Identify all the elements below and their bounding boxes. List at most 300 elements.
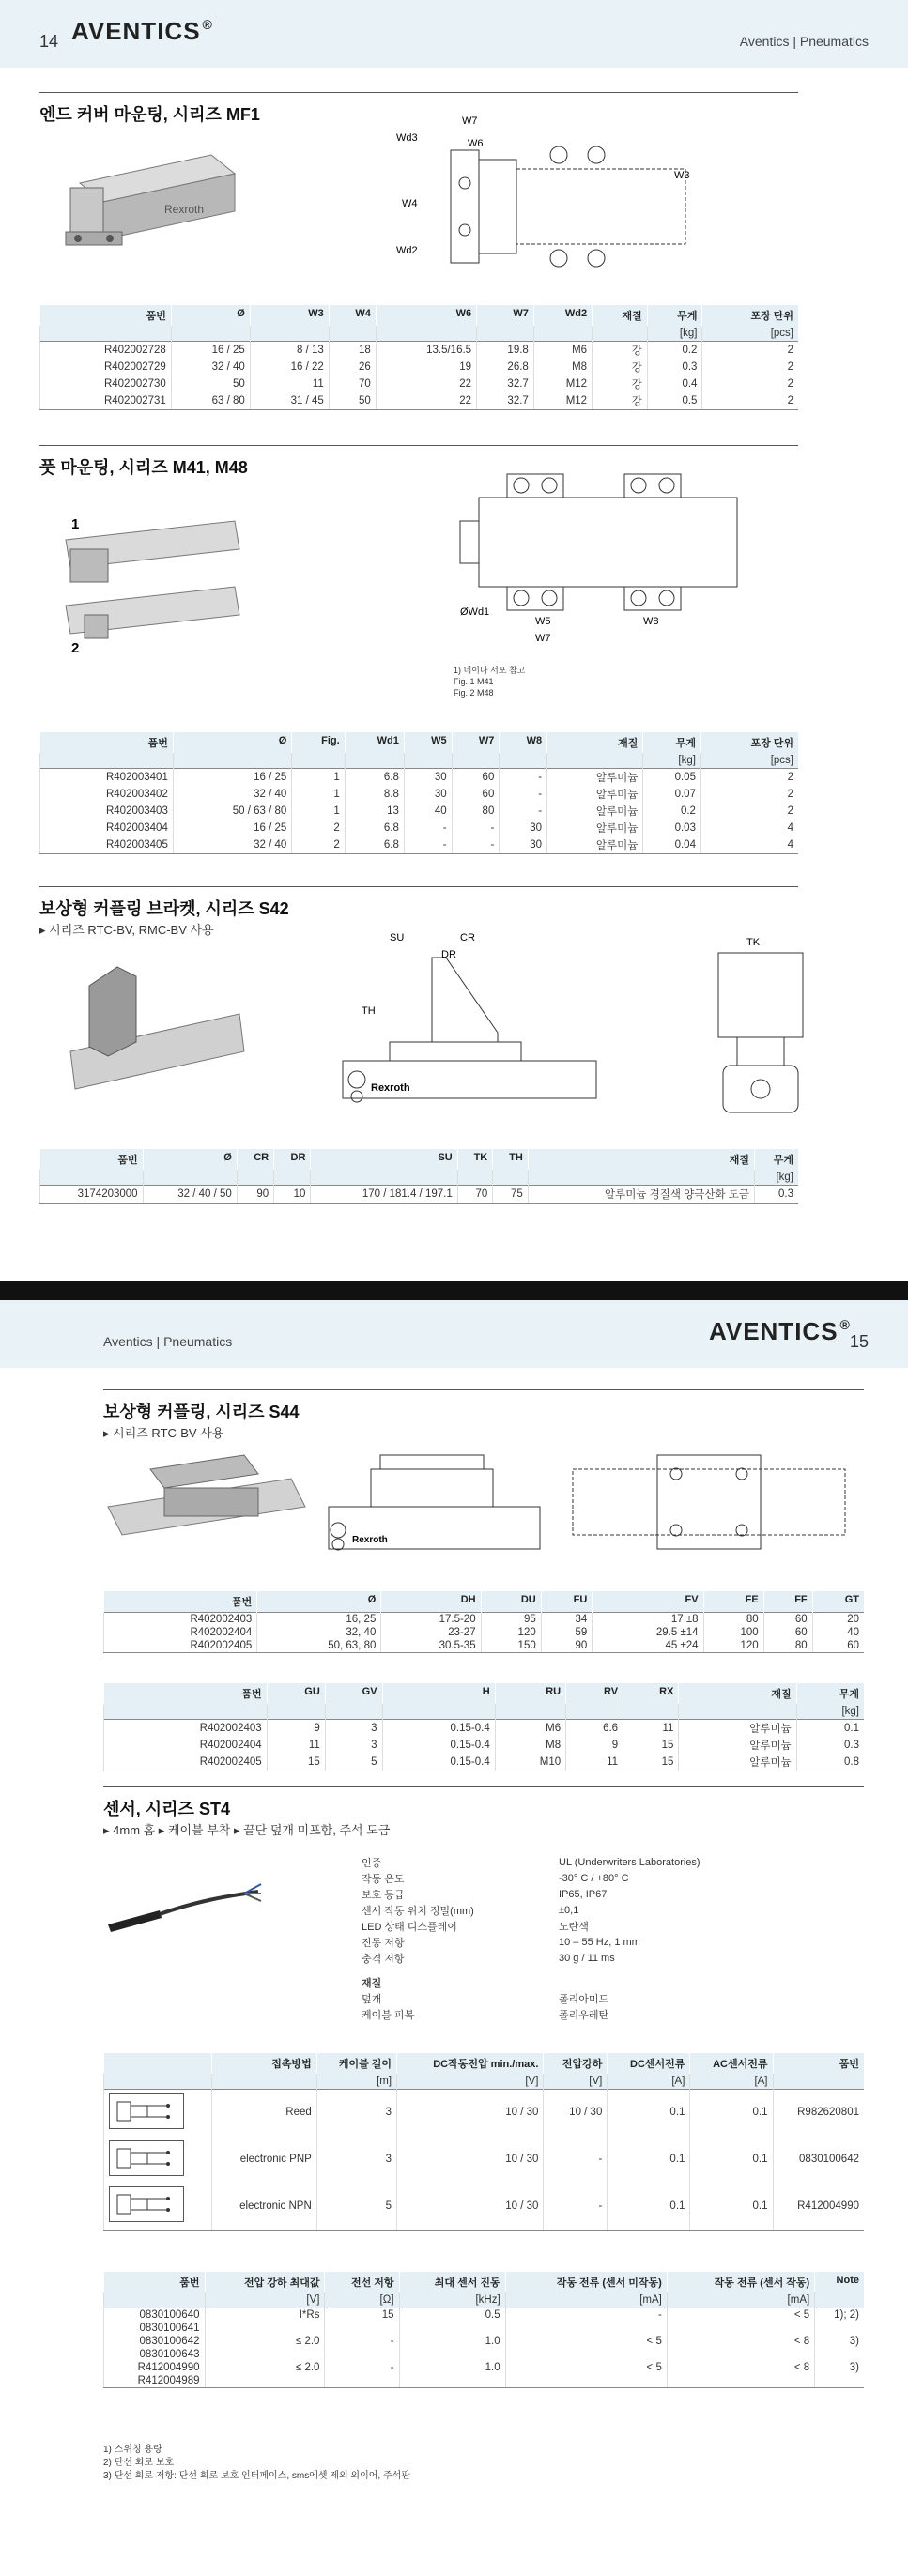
table-cell: 32, 40 xyxy=(257,1626,381,1639)
table-cell: - xyxy=(544,2183,608,2230)
table-cell xyxy=(399,2322,505,2335)
table-cell: 알루미늄 xyxy=(679,1737,796,1754)
table-cell: 0.05 xyxy=(643,768,701,786)
table-cell xyxy=(104,2089,212,2136)
table-cell: 10 / 30 xyxy=(397,2136,544,2183)
table-cell: 170 / 181.4 / 197.1 xyxy=(311,1185,457,1203)
table-cell: R402002730 xyxy=(40,376,172,392)
column-header: 품번 xyxy=(104,2272,206,2292)
column-header: 포장 단위 xyxy=(700,732,798,753)
column-header: 무게 xyxy=(647,305,702,326)
table-cell: 29.5 ±14 xyxy=(593,1626,703,1639)
column-header: TK xyxy=(457,1149,493,1170)
table-cell: 0.5 xyxy=(399,2308,505,2322)
table-cell: 10 / 30 xyxy=(397,2089,544,2136)
unit-cell: [kg] xyxy=(796,1704,864,1719)
table-cell: 3 xyxy=(316,2136,396,2183)
table-cell: 0.1 xyxy=(690,2089,773,2136)
s42-side-drawing xyxy=(709,934,812,1122)
table-cell xyxy=(399,2374,505,2388)
table-cell: 75 xyxy=(493,1185,529,1203)
column-header: FE xyxy=(703,1591,763,1613)
unit-cell xyxy=(566,1704,623,1719)
table-cell: 4 xyxy=(700,836,798,854)
column-header: AC센서전류 xyxy=(690,2053,773,2074)
table-cell: 알루미늄 xyxy=(547,820,643,836)
table-cell xyxy=(205,2322,325,2335)
column-header: 품번 xyxy=(773,2053,864,2074)
table-cell: - xyxy=(404,836,452,854)
table-cell: 60 xyxy=(452,768,500,786)
section-title-s42: 보상형 커플링 브라켓, 시리즈 S42 xyxy=(39,899,289,918)
table-cell: 22 xyxy=(376,392,476,410)
table-row xyxy=(40,392,799,410)
table-cell: 강 xyxy=(593,359,648,376)
unit-cell: [V] xyxy=(544,2074,608,2089)
table-cell: R402003402 xyxy=(40,786,174,803)
table-cell: 6.6 xyxy=(566,1719,623,1737)
table-cell: 알루미늄 xyxy=(547,836,643,854)
unit-cell: [mA] xyxy=(505,2292,667,2308)
table-cell: 17 ±8 xyxy=(593,1613,703,1627)
column-header: DC센서전류 xyxy=(608,2053,690,2074)
table-cell: 80 xyxy=(452,803,500,820)
table-cell: 16 / 25 xyxy=(173,820,291,836)
unit-cell xyxy=(528,1170,754,1185)
table-cell: 30 xyxy=(500,836,547,854)
column-header: TH xyxy=(493,1149,529,1170)
column-header: 무게 xyxy=(796,1683,864,1704)
mf1-dimension-drawing xyxy=(394,113,695,277)
table-cell: 0.1 xyxy=(608,2136,690,2183)
page-number: 14 xyxy=(39,32,59,51)
table-cell: 90 xyxy=(541,1639,593,1653)
table-cell: R402002731 xyxy=(40,392,172,410)
table-cell: 2 xyxy=(702,376,798,392)
table-cell: 1 xyxy=(292,786,345,803)
table-row xyxy=(104,2348,865,2361)
column-header: W7 xyxy=(477,305,534,326)
table-cell: 알루미늄 xyxy=(547,768,643,786)
column-header: 품번 xyxy=(40,305,172,326)
unit-cell xyxy=(40,1170,144,1185)
table-cell: 18 xyxy=(329,341,376,359)
dim-wd3: Wd3 xyxy=(396,132,418,144)
unit-cell: [A] xyxy=(690,2074,773,2089)
page-15 xyxy=(0,1300,908,2576)
m41-table xyxy=(39,732,798,854)
column-header: 전압 강하 최대값 xyxy=(205,2272,325,2292)
table-cell: 17.5-20 xyxy=(381,1613,481,1627)
table-cell: 0830100643 xyxy=(104,2348,206,2361)
s42-table xyxy=(39,1149,798,1204)
table-cell: - xyxy=(500,803,547,820)
table-cell: < 8 xyxy=(667,2361,814,2374)
table-cell xyxy=(325,2348,399,2361)
unit-cell xyxy=(171,326,250,341)
table-header-row xyxy=(40,305,799,326)
table-cell: 0.15-0.4 xyxy=(382,1719,495,1737)
table-cell: 20 xyxy=(812,1613,864,1627)
table-cell: 1 xyxy=(292,803,345,820)
unit-cell xyxy=(679,1704,796,1719)
table-cell: 3 xyxy=(316,2089,396,2136)
unit-cell xyxy=(382,1704,495,1719)
table-cell: R402002404 xyxy=(104,1737,268,1754)
unit-cell xyxy=(376,326,476,341)
table-cell: 2 xyxy=(702,392,798,410)
table-cell: 강 xyxy=(593,341,648,359)
dim-wd1: ØWd1 xyxy=(460,606,490,618)
table-cell: 8 / 13 xyxy=(250,341,329,359)
spec-row: 작동 온도 -30° C / +80° C xyxy=(362,1872,629,1885)
unit-cell xyxy=(104,2074,212,2089)
unit-cell xyxy=(40,326,172,341)
unit-cell xyxy=(104,2292,206,2308)
table-cell: 50 / 63 / 80 xyxy=(173,803,291,820)
table-cell: 5 xyxy=(325,1754,382,1771)
table-cell: 60 xyxy=(812,1639,864,1653)
table-cell: 120 xyxy=(703,1639,763,1653)
table-cell: < 5 xyxy=(505,2335,667,2348)
column-header: 재질 xyxy=(547,732,643,753)
table-cell: 0.8 xyxy=(796,1754,864,1771)
table-cell: 13.5/16.5 xyxy=(376,341,476,359)
dim-dr: DR xyxy=(441,949,456,960)
spec-row: 인증 UL (Underwriters Laboratories) xyxy=(362,1856,700,1869)
unit-cell xyxy=(547,753,643,768)
table-cell: 95 xyxy=(481,1613,541,1627)
dim-w3: W3 xyxy=(674,170,690,181)
table-cell: R402002403 xyxy=(104,1613,257,1627)
unit-cell xyxy=(143,1170,237,1185)
table-cell: 11 xyxy=(267,1737,325,1754)
dim-w8: W8 xyxy=(643,616,659,627)
rexroth-mark: Rexroth xyxy=(352,1535,388,1545)
unit-cell xyxy=(623,1704,679,1719)
table-cell: R402002403 xyxy=(104,1719,268,1737)
table-cell: 2 xyxy=(700,786,798,803)
table-cell xyxy=(104,2136,212,2183)
column-header: DU xyxy=(481,1591,541,1613)
table-cell: 3) xyxy=(815,2361,864,2374)
column-header xyxy=(104,2053,212,2074)
table-cell: 60 xyxy=(763,1626,812,1639)
column-header: FF xyxy=(763,1591,812,1613)
table-cell: 0.3 xyxy=(755,1185,799,1203)
column-header: FU xyxy=(541,1591,593,1613)
table-cell: 70 xyxy=(329,376,376,392)
table-cell: 알루미늄 xyxy=(679,1719,796,1737)
table-cell: 알루미늄 xyxy=(547,803,643,820)
table-row xyxy=(104,1639,865,1653)
s44-front-drawing xyxy=(324,1441,545,1563)
mf1-product-image xyxy=(61,146,239,268)
table-cell: 16 / 25 xyxy=(173,768,291,786)
table-cell: M6 xyxy=(495,1719,565,1737)
column-header: GT xyxy=(812,1591,864,1613)
table-cell: - xyxy=(404,820,452,836)
table-cell: - xyxy=(325,2335,399,2348)
table-cell: 32 / 40 xyxy=(173,836,291,854)
table-cell: electronic NPN xyxy=(212,2183,316,2230)
table-cell: 10 / 30 xyxy=(397,2183,544,2230)
table-cell: 3) xyxy=(815,2335,864,2348)
table-row xyxy=(104,2335,865,2348)
s44-product-image xyxy=(103,1441,310,1554)
pnp-circuit-symbol-icon xyxy=(109,2140,184,2176)
section-rule xyxy=(39,445,798,446)
section-title-mf1: 엔드 커버 마운팅, 시리즈 MF1 xyxy=(39,105,260,124)
table-cell: 2 xyxy=(700,803,798,820)
table-cell: 0830100641 xyxy=(104,2322,206,2335)
table-cell xyxy=(667,2348,814,2361)
table-cell: 9 xyxy=(267,1719,325,1737)
s42-dimension-drawing xyxy=(333,929,606,1117)
table-cell: R412004990 xyxy=(104,2361,206,2374)
table-cell: M10 xyxy=(495,1754,565,1771)
column-header: 포장 단위 xyxy=(702,305,798,326)
table-cell: R402002405 xyxy=(104,1754,268,1771)
table-cell: 90 xyxy=(237,1185,273,1203)
dim-cr: CR xyxy=(460,932,475,943)
table-cell: 3 xyxy=(325,1737,382,1754)
aventics-logo: AVENTICS ® xyxy=(71,17,213,45)
dim-w7: W7 xyxy=(535,633,551,644)
table-cell: 80 xyxy=(703,1613,763,1627)
table-cell: 16 / 22 xyxy=(250,359,329,376)
table-cell: 9 xyxy=(566,1737,623,1754)
s44-table-2 xyxy=(103,1683,864,1771)
table-cell: 3 xyxy=(325,1719,382,1737)
column-header: DR xyxy=(274,1149,311,1170)
table-cell: M8 xyxy=(495,1737,565,1754)
column-header: CR xyxy=(237,1149,273,1170)
table-cell: 0.1 xyxy=(690,2183,773,2230)
m41-product-image xyxy=(56,512,244,671)
m41-fig-notes: 1) 네이다 서포 참고 Fig. 1 M41 Fig. 2 M48 xyxy=(454,666,526,698)
unit-cell xyxy=(40,753,174,768)
dim-w7: W7 xyxy=(462,115,478,127)
table-cell: 0.3 xyxy=(796,1737,864,1754)
table-cell: 63 / 80 xyxy=(171,392,250,410)
column-header: 작동 전류 (센서 미작동) xyxy=(505,2272,667,2292)
table-cell: 2 xyxy=(700,768,798,786)
column-header: 무게 xyxy=(643,732,701,753)
unit-cell xyxy=(404,753,452,768)
table-cell: ≤ 2.0 xyxy=(205,2361,325,2374)
spec-row: 센서 작동 위치 정밀(mm) ±0,1 xyxy=(362,1904,579,1917)
column-header: RX xyxy=(623,1683,679,1704)
unit-cell xyxy=(237,1170,273,1185)
table-cell: 1 xyxy=(292,768,345,786)
table-cell: 6.8 xyxy=(345,836,404,854)
table-cell: 32.7 xyxy=(477,376,534,392)
table-cell: I*Rs xyxy=(205,2308,325,2322)
column-header: 작동 전류 (센서 작동) xyxy=(667,2272,814,2292)
st4-specs xyxy=(362,1854,700,2022)
table-cell xyxy=(505,2374,667,2388)
table-cell: 1.0 xyxy=(399,2361,505,2374)
table-cell: R412004989 xyxy=(104,2374,206,2388)
table-cell: 0830100642 xyxy=(773,2136,864,2183)
unit-cell xyxy=(773,2074,864,2089)
spec-row: 보호 등급 IP65, IP67 xyxy=(362,1888,608,1901)
table-cell: 강 xyxy=(593,376,648,392)
table-cell: - xyxy=(325,2361,399,2374)
s42-product-image xyxy=(61,948,249,1108)
table-cell: < 5 xyxy=(505,2361,667,2374)
column-header: 케이블 길이 xyxy=(316,2053,396,2074)
section-title-st4: 센서, 시리즈 ST4 xyxy=(103,1800,230,1818)
table-cell: 32 / 40 xyxy=(173,786,291,803)
column-header: H xyxy=(382,1683,495,1704)
spec-row: 진동 저항 10 – 55 Hz, 1 mm xyxy=(362,1936,640,1949)
unit-cell xyxy=(104,1704,268,1719)
spec-row: 충격 저항 30 g / 11 ms xyxy=(362,1952,615,1965)
table-cell: 0.04 xyxy=(643,836,701,854)
table-unit-row xyxy=(40,326,799,341)
dim-w4: W4 xyxy=(402,198,418,209)
table-cell: - xyxy=(452,820,500,836)
table-cell: 0.03 xyxy=(643,820,701,836)
table-cell xyxy=(104,2183,212,2230)
table-row xyxy=(104,2183,865,2230)
unit-cell xyxy=(593,326,648,341)
column-header: GU xyxy=(267,1683,325,1704)
unit-cell xyxy=(292,753,345,768)
table-cell: 40 xyxy=(404,803,452,820)
unit-cell: [V] xyxy=(397,2074,544,2089)
table-row xyxy=(104,2322,865,2335)
table-cell: M12 xyxy=(533,392,592,410)
table-cell: 0.1 xyxy=(796,1719,864,1737)
section-rule xyxy=(39,886,798,887)
column-header: 무게 xyxy=(755,1149,799,1170)
table-cell: ≤ 2.0 xyxy=(205,2335,325,2348)
table-cell: 16, 25 xyxy=(257,1613,381,1627)
table-cell: 23-27 xyxy=(381,1626,481,1639)
table-cell: 1); 2) xyxy=(815,2308,864,2322)
page-header xyxy=(0,1300,908,1368)
unit-cell xyxy=(815,2292,864,2308)
table-cell: M6 xyxy=(533,341,592,359)
table-cell: R982620801 xyxy=(773,2089,864,2136)
unit-cell: [pcs] xyxy=(700,753,798,768)
aventics-logo: AVENTICS ® xyxy=(709,1317,851,1345)
unit-cell: [A] xyxy=(608,2074,690,2089)
column-header: Ø xyxy=(143,1149,237,1170)
table-cell xyxy=(667,2374,814,2388)
table-cell: - xyxy=(544,2136,608,2183)
unit-cell xyxy=(250,326,329,341)
table-cell: R402002405 xyxy=(104,1639,257,1653)
table-cell: 50, 63, 80 xyxy=(257,1639,381,1653)
table-cell: 30 xyxy=(404,786,452,803)
table-cell: R402003401 xyxy=(40,768,174,786)
table-cell xyxy=(505,2322,667,2335)
unit-cell xyxy=(173,753,291,768)
table-cell: M12 xyxy=(533,376,592,392)
s42-subtitle: ▸ 시리즈 RTC-BV, RMC-BV 사용 xyxy=(39,923,214,937)
table-row xyxy=(40,803,799,820)
column-header: RV xyxy=(566,1683,623,1704)
st4-subtitle: ▸ 4mm 홈 ▸ 케이블 부착 ▸ 끝단 덮개 미포함, 주석 도금 xyxy=(103,1823,391,1837)
table-row xyxy=(40,341,799,359)
column-header: 최대 센서 진동 xyxy=(399,2272,505,2292)
table-cell: 0830100642 xyxy=(104,2335,206,2348)
table-cell: 11 xyxy=(250,376,329,392)
table-cell: 70 xyxy=(457,1185,493,1203)
table-row xyxy=(40,376,799,392)
brand-label: Aventics | Pneumatics xyxy=(739,34,869,49)
table-cell: 1.0 xyxy=(399,2335,505,2348)
table-cell: R402002729 xyxy=(40,359,172,376)
column-header: 품번 xyxy=(40,732,174,753)
table-cell: 0.1 xyxy=(608,2183,690,2230)
footnote: 2) 단선 회로 보호 xyxy=(103,2458,175,2468)
m41-dimension-drawing xyxy=(441,465,742,652)
table-cell: 2 xyxy=(292,836,345,854)
table-cell: 15 xyxy=(325,2308,399,2322)
dim-th: TH xyxy=(362,1005,376,1017)
table-cell: - xyxy=(500,786,547,803)
column-header: GV xyxy=(325,1683,382,1704)
table-row xyxy=(104,2361,865,2374)
table-cell: 15 xyxy=(623,1737,679,1754)
table-cell: 60 xyxy=(763,1613,812,1627)
column-header: W3 xyxy=(250,305,329,326)
column-header: Ø xyxy=(171,305,250,326)
material-heading: 재질 xyxy=(362,1978,382,1989)
column-header: FV xyxy=(593,1591,703,1613)
column-header: W8 xyxy=(500,732,547,753)
column-header: 전압강하 xyxy=(544,2053,608,2074)
st4-sensor-image xyxy=(103,1873,263,1948)
table-cell: 3174203000 xyxy=(40,1185,144,1203)
table-cell xyxy=(205,2374,325,2388)
column-header: Wd2 xyxy=(533,305,592,326)
page-14 xyxy=(0,0,908,1281)
table-cell: 100 xyxy=(703,1626,763,1639)
column-header: 접촉방법 xyxy=(212,2053,316,2074)
table-cell: 26.8 xyxy=(477,359,534,376)
table-cell: 19.8 xyxy=(477,341,534,359)
table-cell: 강 xyxy=(593,392,648,410)
npn-circuit-symbol-icon xyxy=(109,2186,184,2222)
table-cell xyxy=(815,2322,864,2335)
table-cell: 120 xyxy=(481,1626,541,1639)
table-cell: 0.3 xyxy=(647,359,702,376)
table-cell: 0.2 xyxy=(643,803,701,820)
page-header xyxy=(0,0,908,68)
unit-cell: [Ω] xyxy=(325,2292,399,2308)
table-cell: Reed xyxy=(212,2089,316,2136)
table-cell xyxy=(815,2348,864,2361)
column-header: 재질 xyxy=(593,305,648,326)
table-row xyxy=(104,2136,865,2183)
unit-cell xyxy=(274,1170,311,1185)
table-cell: 32.7 xyxy=(477,392,534,410)
dim-wd2: Wd2 xyxy=(396,245,418,256)
table-cell: 32 / 40 xyxy=(171,359,250,376)
unit-cell xyxy=(329,326,376,341)
table-cell: 0.2 xyxy=(647,341,702,359)
table-cell xyxy=(325,2374,399,2388)
table-cell: 45 ±24 xyxy=(593,1639,703,1653)
table-row xyxy=(104,1626,865,1639)
unit-cell xyxy=(325,1704,382,1719)
